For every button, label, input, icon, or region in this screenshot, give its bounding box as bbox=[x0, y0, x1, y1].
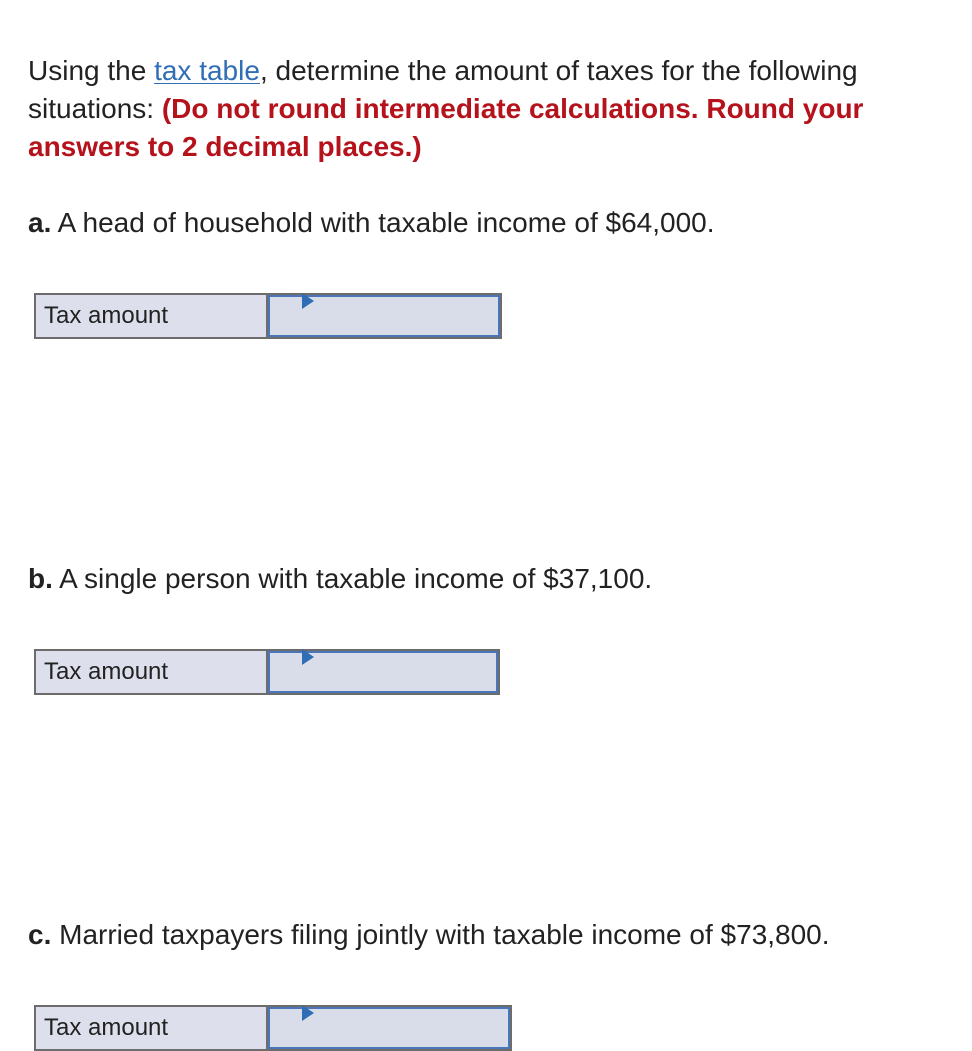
question-b-letter: b. bbox=[28, 563, 53, 594]
question-b-text: A single person with taxable income of $37,100. bbox=[52, 563, 653, 594]
question-c-letter: c. bbox=[28, 919, 52, 950]
intro-text-start: Using the bbox=[28, 55, 155, 86]
answer-row-c bbox=[34, 1005, 512, 1051]
flag-icon bbox=[302, 293, 314, 309]
rounding-instructions: (Do not round intermediate calculations. Round your answers to 2 decimal places.) bbox=[28, 93, 864, 162]
question-intro bbox=[28, 52, 928, 166]
tax-table-link[interactable]: tax table bbox=[154, 55, 260, 86]
question-a-text: A head of household with taxable income of $64,000. bbox=[51, 207, 715, 238]
question-c bbox=[28, 916, 958, 954]
intro-text-end: , determine the amount of taxes for the following situations: bbox=[28, 55, 858, 124]
question-b bbox=[28, 560, 958, 598]
question-a-letter: a. bbox=[28, 207, 52, 238]
answer-row-a bbox=[34, 293, 502, 339]
answer-c-label: Tax amount bbox=[34, 1005, 266, 1051]
answer-b-label: Tax amount bbox=[34, 649, 266, 695]
flag-icon bbox=[302, 1005, 314, 1021]
question-a bbox=[28, 204, 958, 242]
answer-row-b bbox=[34, 649, 500, 695]
question-c-text: Married taxpayers filing jointly with taxable income of $73,800. bbox=[51, 919, 830, 950]
flag-icon bbox=[302, 649, 314, 665]
answer-a-label: Tax amount bbox=[34, 293, 266, 339]
